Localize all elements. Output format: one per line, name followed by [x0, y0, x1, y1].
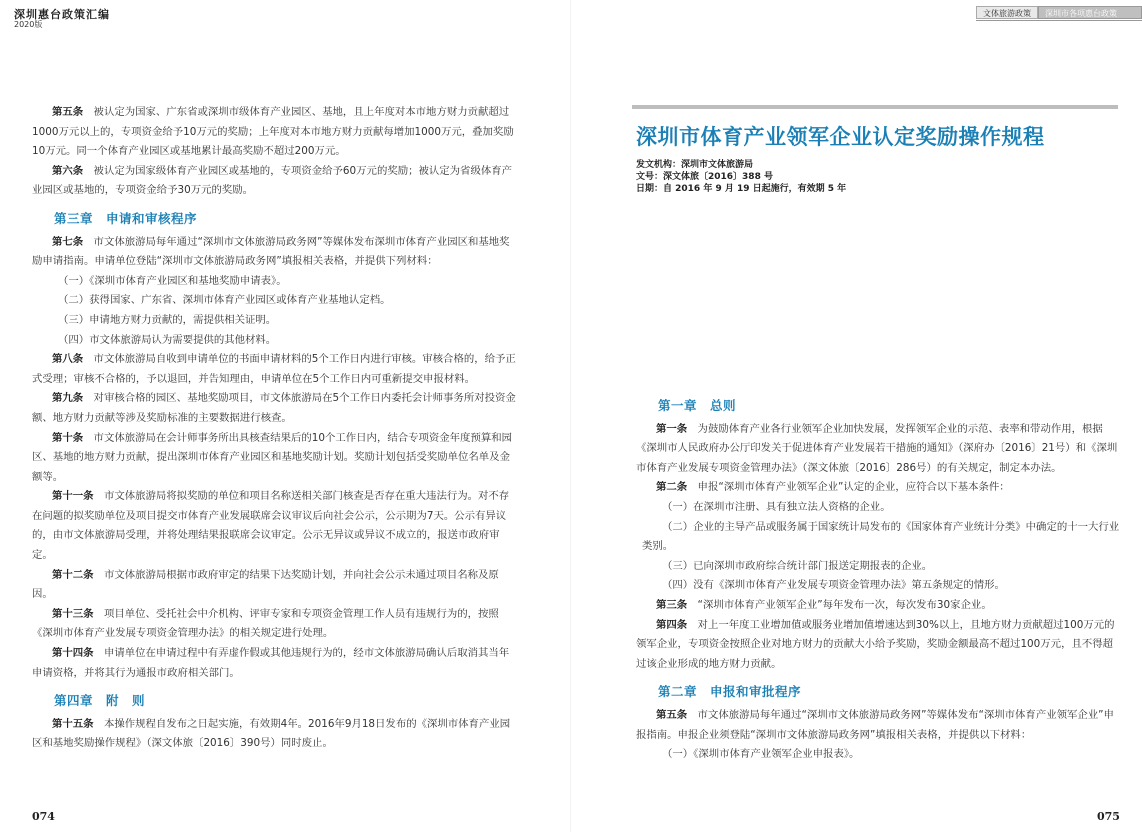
list-item: （三）申请地方财力贡献的，需提供相关证明。 [58, 313, 277, 326]
tab-culture-tourism-policy[interactable]: 文体旅游政策 [976, 6, 1038, 19]
article-text: 对审核合格的园区、基地奖励项目，市文体旅游局在5个工作日内委托会计师事务所对投资金额、地方财力贡献等涉及奖励标准的主要数据进行核查。 [32, 392, 516, 424]
right-page-body [636, 388, 1120, 765]
doc-number: 文号：深文体旅〔2016〕388 号 [636, 172, 773, 182]
article-label: 第十三条 [52, 607, 94, 620]
article-text: 被认定为国家、广东省或深圳市级体育产业园区、基地，且上年度对本市地方财力贡献超过1000万元以上的，专项资金给予10万元的奖励；上年度对本市地方财力贡献每增加1000万元，叠加奖励10万元。同一个体育产业园区或基地累计最高奖励不超过200万元。 [32, 106, 514, 158]
title-rule [632, 105, 1118, 109]
list-item: （二）企业的主导产品或服务属于国家统计局发布的《国家体育产业统计分类》中确定的十一大行业类别。 [642, 520, 1120, 553]
article-text: 申请单位在申请过程中有弄虚作假或其他违规行为的，经市文体旅游局确认后取消其当年申请资格，并将其行为通报市政府相关部门。 [32, 647, 510, 679]
article-paragraph [32, 350, 516, 389]
article-text: “深圳市体育产业领军企业”每年发布一次，每次发布30家企业。 [687, 598, 992, 611]
article-paragraph [32, 233, 516, 272]
book-title: 深圳惠台政策汇编 [14, 8, 110, 21]
article-paragraph [32, 162, 516, 201]
article-paragraph [32, 566, 516, 605]
article-paragraph [636, 478, 1120, 498]
left-page-body [32, 103, 516, 754]
article-label: 第五条 [656, 708, 688, 721]
chapter-heading: 第二章 申报和审批程序 [658, 684, 802, 700]
article-text: 为鼓励体育产业各行业领军企业加快发展，发挥领军企业的示范、表率和带动作用，根据《深圳市人民政府办公厅印发关于促进体育产业发展若干措施的通知》（深府办〔2016〕21号）和《深圳市体育产业发展专项资金管理办法》（深文体旅〔2016〕286号）的有关规定，制定本办法。 [636, 422, 1118, 474]
article-label: 第八条 [52, 353, 84, 366]
article-label: 第十二条 [52, 568, 94, 581]
page-number-right: 075 [1097, 810, 1120, 823]
header-rule [976, 20, 1142, 21]
article-text: 项目单位、受托社会中介机构、评审专家和专项资金管理工作人员有违规行为的，按照《深圳市体育产业发展专项资金管理办法》的相关规定进行处理。 [32, 607, 499, 640]
section-tabs [976, 6, 1142, 19]
article-text: 本操作规程自发布之日起实施，有效期4年。2016年9月18日发布的《深圳市体育产业园区和基地奖励操作规程》（深文体旅〔2016〕390号）同时废止。 [32, 717, 511, 750]
article-paragraph [32, 605, 516, 644]
article-paragraph [32, 644, 516, 683]
article-label: 第九条 [52, 392, 84, 405]
document-meta [636, 159, 846, 195]
chapter-heading: 第三章 申请和审核程序 [54, 210, 198, 226]
article-text: 市文体旅游局将拟奖励的单位和项目名称送相关部门核查是否存在重大违法行为。对不存在问题的拟奖励单位及项目提交市体育产业发展联席会议审议后向社会公示，公示期为7天。公示有异议的，由市文体旅游局受理，并将处理结果报联席会议审定。公示无异议或异议不成立的，报送市政府审定。 [32, 490, 510, 562]
article-paragraph [636, 596, 1120, 616]
list-item: （四）没有《深圳市体育产业发展专项资金管理办法》第五条规定的情形。 [662, 579, 1005, 592]
list-item: （一）在深圳市注册、具有独立法人资格的企业。 [662, 500, 891, 513]
article-label: 第七条 [52, 235, 84, 248]
page-gutter [570, 0, 571, 832]
issuer: 发文机构：深圳市文体旅游局 [636, 160, 754, 170]
article-text: 被认定为国家级体育产业园区或基地的，专项资金给予60万元的奖励；被认定为省级体育产业园区或基地的，专项资金给予30万元的奖励。 [32, 164, 513, 197]
article-paragraph [636, 616, 1120, 675]
article-label: 第二条 [656, 481, 688, 494]
list-item: （三）已向深圳市政府综合统计部门报送定期报表的企业。 [662, 559, 933, 572]
article-paragraph [636, 420, 1120, 479]
article-paragraph [636, 706, 1120, 745]
article-paragraph [32, 429, 516, 488]
article-text: 对上一年度工业增加值或服务业增加值增速达到30%以上，且地方财力贡献超过100万元的领军企业，专项资金按照企业对地方财力的贡献大小给予奖励，奖励金额最高不超过100万元，且不得超过该企业形成的地方财力贡献。 [636, 618, 1115, 670]
article-label: 第十四条 [52, 647, 94, 660]
effective-date: 日期：自 2016 年 9 月 19 日起施行，有效期 5 年 [636, 184, 847, 194]
tab-shenzhen-policies[interactable]: 深圳市各项惠台政策 [1038, 6, 1142, 19]
list-item: （一）《深圳市体育产业领军企业申报表》。 [662, 748, 860, 761]
chapter-heading: 第一章 总则 [658, 398, 737, 413]
article-text: 市文体旅游局自收到申请单位的书面申请材料的5个工作日内进行审核。审核合格的，给予正式受理；审核不合格的，予以退回，并告知理由，申请单位在5个工作日内可重新提交申报材料。 [32, 353, 516, 385]
list-item: （一）《深圳市体育产业园区和基地奖励申请表》。 [58, 274, 287, 287]
page-number-left: 074 [32, 810, 55, 823]
article-text: 申报“深圳市体育产业领军企业”认定的企业，应符合以下基本条件： [687, 481, 1010, 494]
article-label: 第三条 [656, 598, 688, 611]
article-label: 第一条 [656, 422, 688, 435]
book-edition: 2020版 [14, 20, 43, 29]
article-label: 第五条 [52, 106, 84, 118]
article-paragraph [32, 487, 516, 565]
article-text: 市文体旅游局每年通过“深圳市文体旅游局政务网”等媒体发布“深圳市体育产业领军企业”申报指南。申报企业须登陆“深圳市文体旅游局政务网”填报相关表格，并提供以下材料： [636, 708, 1114, 741]
article-text: 市文体旅游局每年通过“深圳市文体旅游局政务网”等媒体发布深圳市体育产业园区和基地奖励申请指南。申请单位登陆“深圳市文体旅游局政务网”填报相关表格，并提供下列材料： [32, 235, 510, 268]
article-label: 第十条 [52, 431, 84, 444]
document-title: 深圳市体育产业领军企业认定奖励操作规程 [636, 125, 1045, 149]
article-label: 第六条 [52, 164, 84, 177]
article-label: 第十五条 [52, 717, 94, 730]
article-paragraph [32, 389, 516, 428]
article-text: 市文体旅游局在会计师事务所出具核查结果后的10个工作日内，结合专项资金年度预算和园区、基地的地方财力贡献，提出深圳市体育产业园区和基地奖励计划。奖励计划包括受奖励单位名单及金额等。 [32, 431, 513, 483]
list-item: （二）获得国家、广东省、深圳市体育产业园区或体育产业基地认定档。 [58, 294, 391, 307]
article-paragraph [32, 715, 516, 754]
chapter-heading: 第四章 附 则 [54, 693, 146, 709]
article-label: 第四条 [656, 618, 688, 631]
article-label: 第十一条 [52, 490, 94, 503]
article-paragraph [32, 103, 516, 162]
list-item: （四）市文体旅游局认为需要提供的其他材料。 [58, 333, 277, 346]
article-text: 市文体旅游局根据市政府审定的结果下达奖励计划，并向社会公示未通过项目名称及原因。 [32, 568, 499, 601]
